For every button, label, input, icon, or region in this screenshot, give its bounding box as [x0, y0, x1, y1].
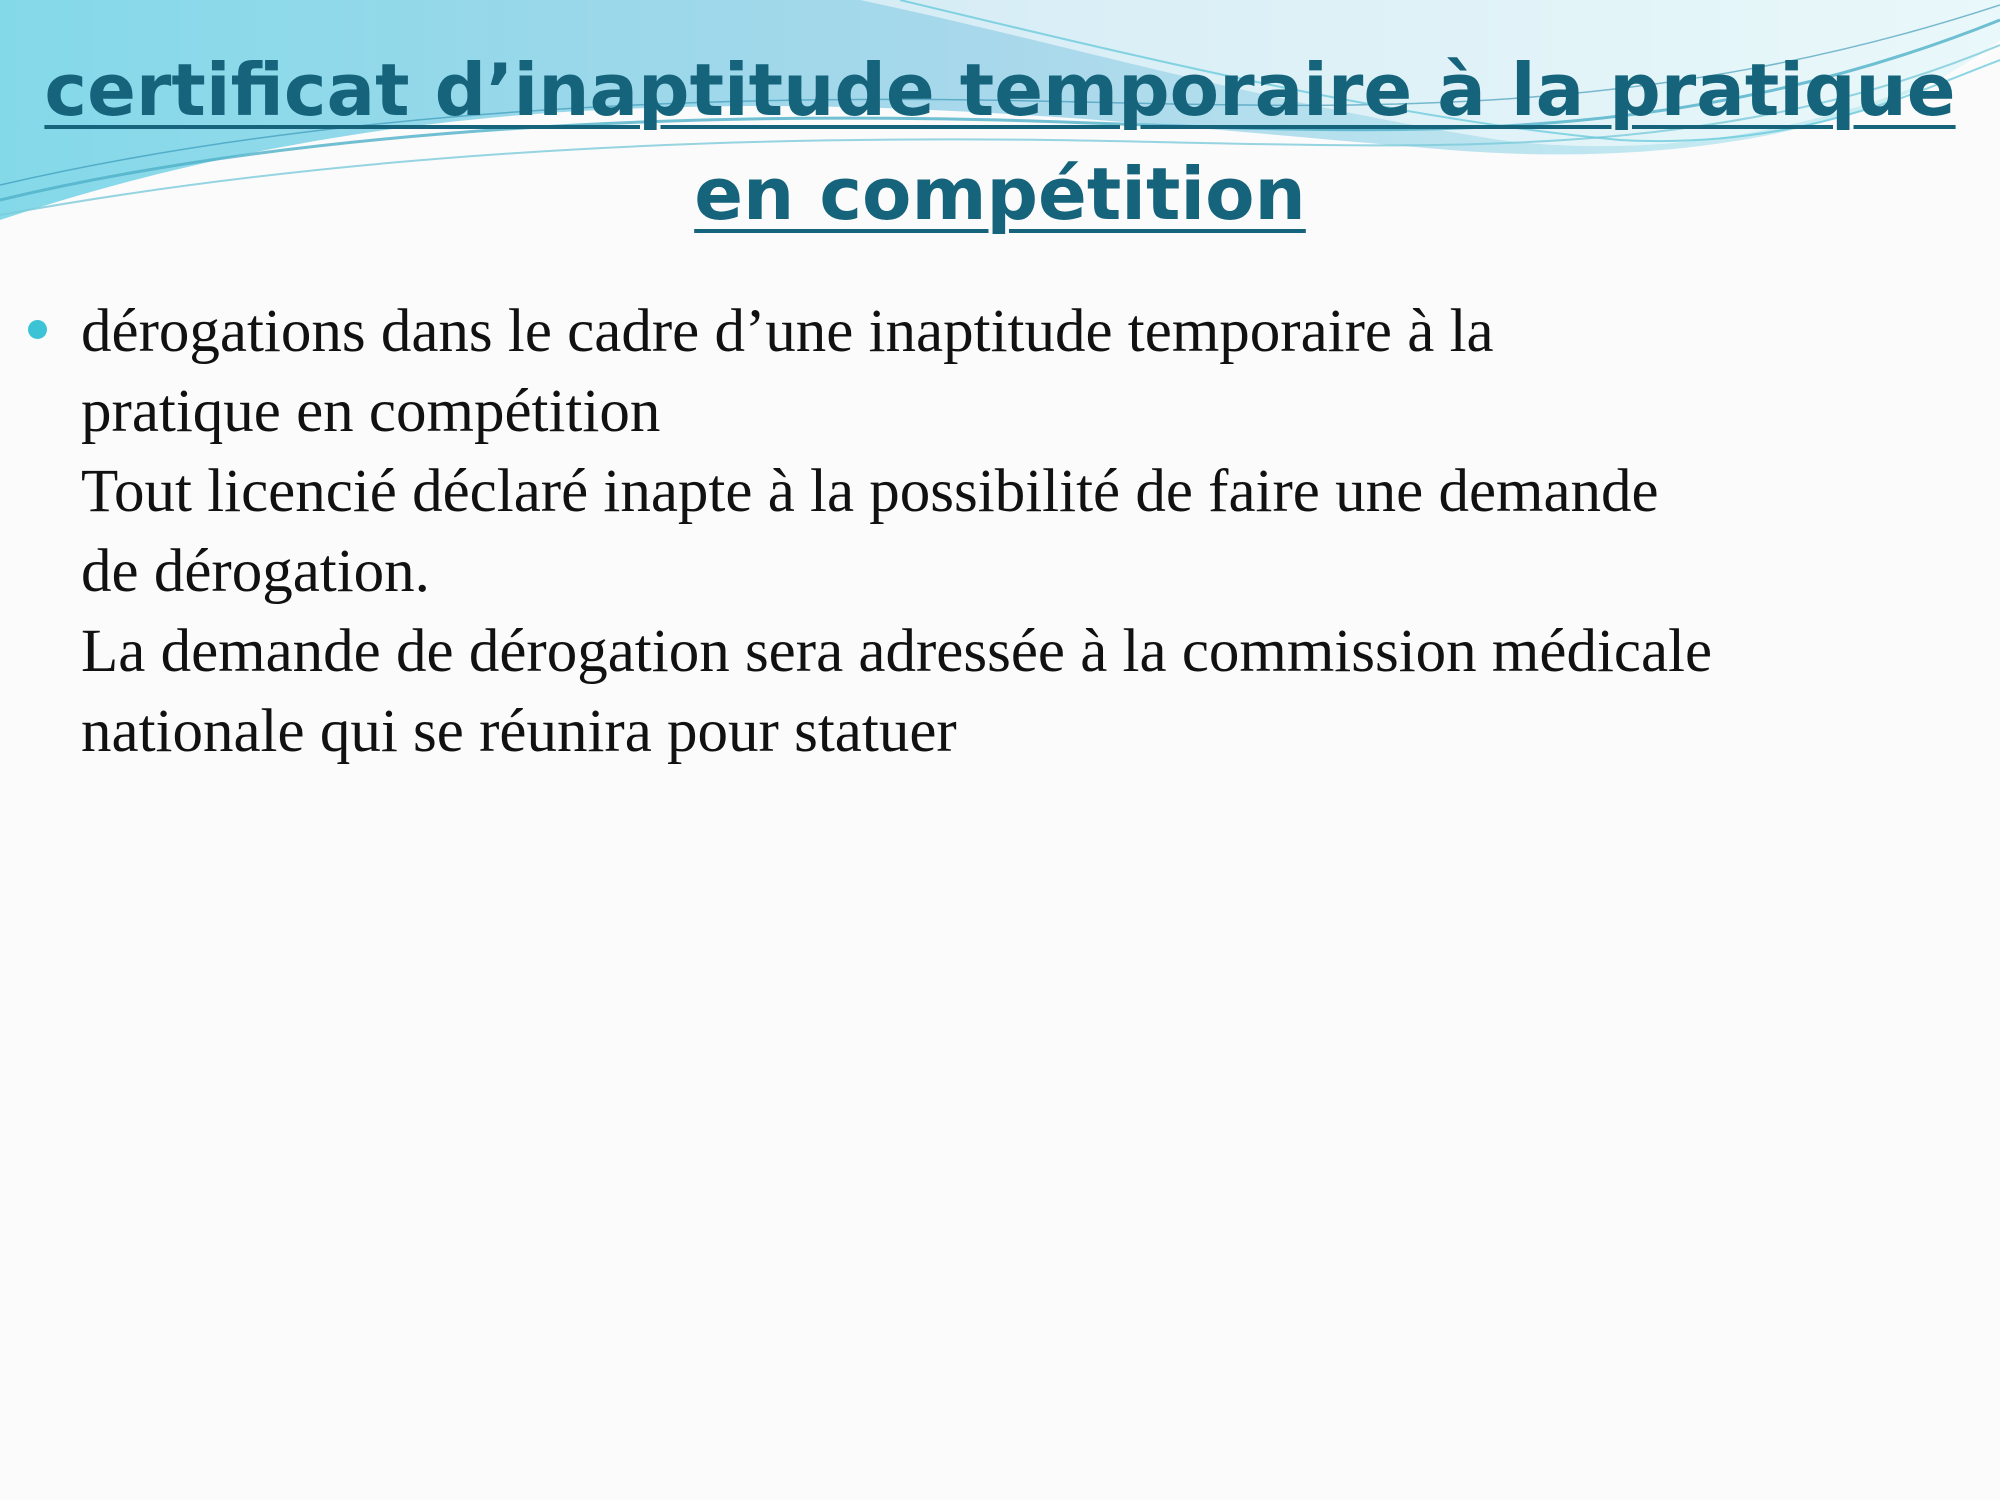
slide-title: certificat d’inaptitude temporaire à la pratique en compétition — [44, 48, 1956, 236]
bullet-dot-icon — [28, 320, 47, 339]
bullet-text-line: nationale qui se réunira pour statuer — [81, 698, 957, 765]
bullet-item — [24, 292, 1984, 772]
bullet-list — [24, 292, 1984, 772]
bullet-text-line: La demande de dérogation sera adressée à la commission médicale — [81, 618, 1713, 685]
bullet-text-line: pratique en compétition — [81, 378, 661, 445]
bullet-text-line: Tout licencié déclaré inapte à la possibilité de faire une demande — [81, 458, 1659, 525]
bullet-text-line: dérogations dans le cadre d’une inaptitude temporaire à la — [81, 298, 1494, 365]
bullet-text-line: de dérogation. — [81, 538, 430, 605]
